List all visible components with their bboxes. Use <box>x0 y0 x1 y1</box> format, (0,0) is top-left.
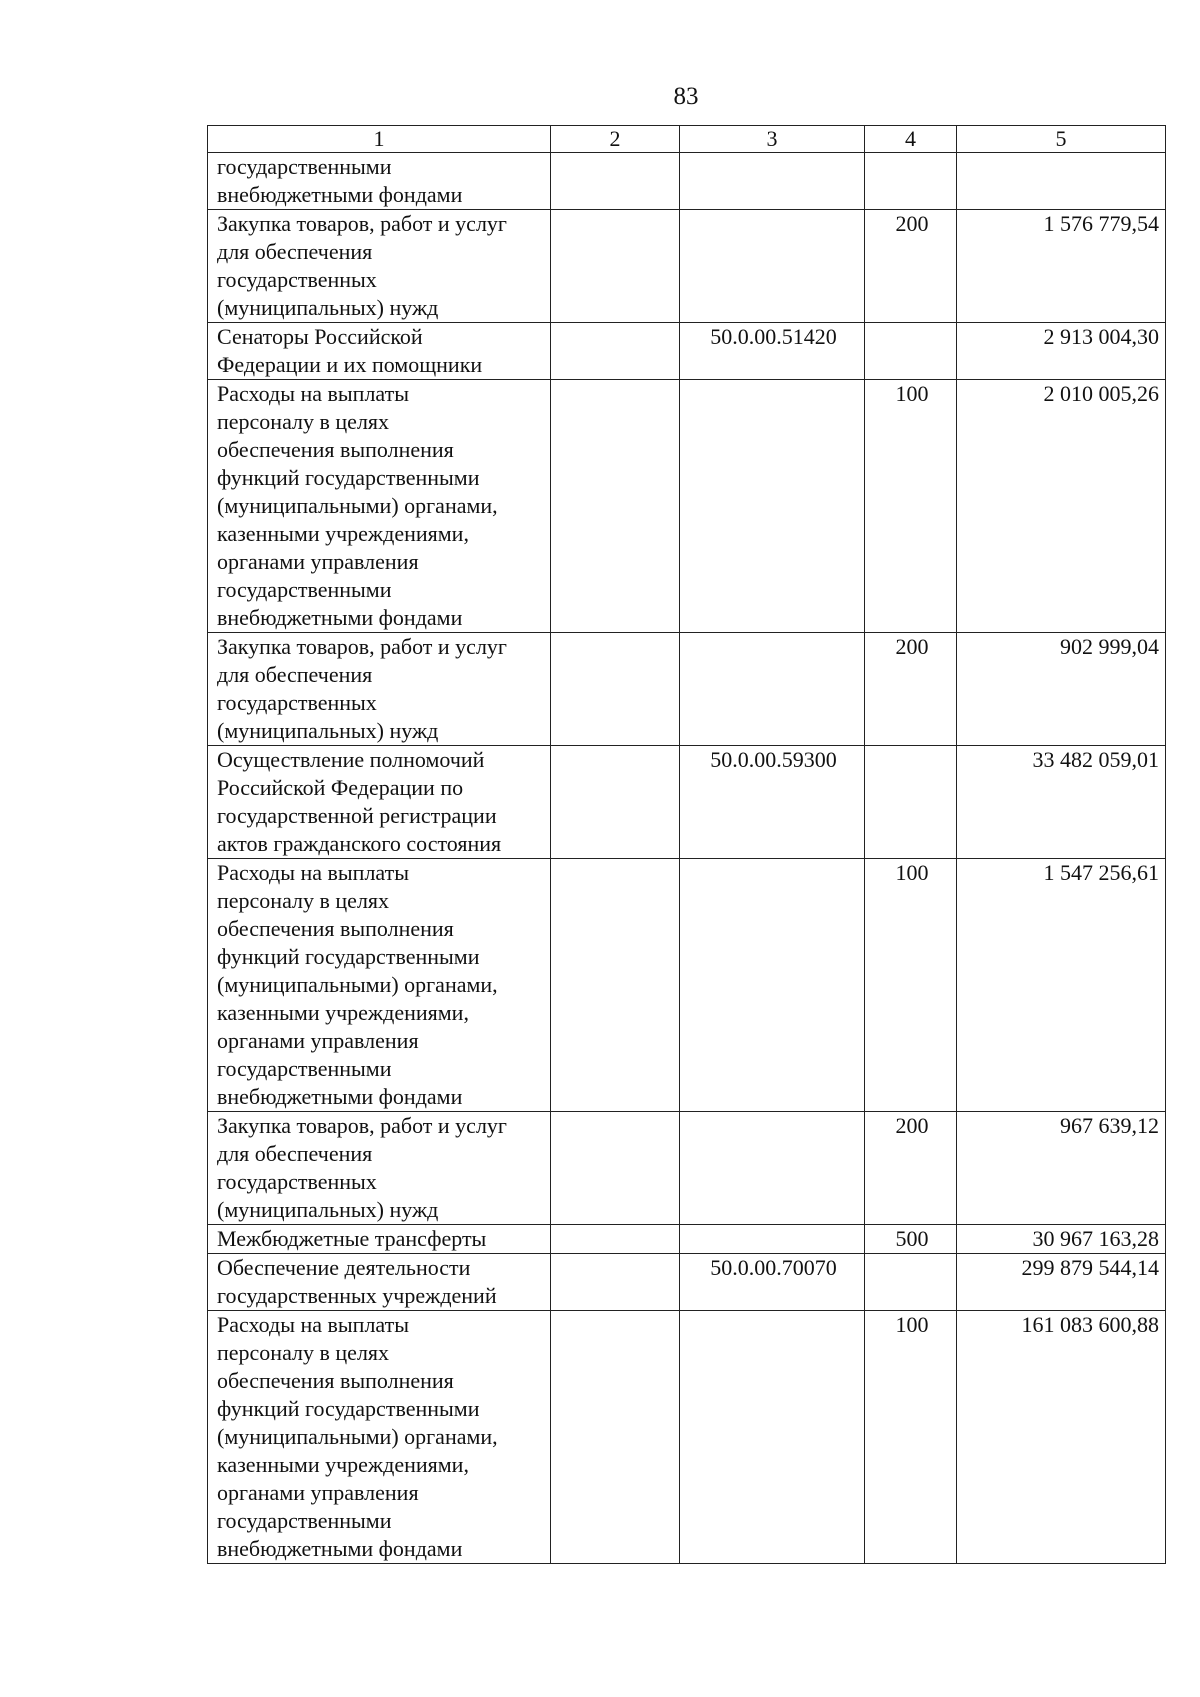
expense-name-line: обеспечения выполнения <box>217 1368 454 1393</box>
expense-name-line: органами управления <box>217 1480 419 1505</box>
expense-name-line: внебюджетными фондами <box>217 1536 463 1561</box>
table-body <box>208 153 1166 1564</box>
expense-type-cell <box>865 1254 957 1311</box>
column-header-2: 2 <box>551 126 680 153</box>
amount-cell: 33 482 059,01 <box>957 746 1166 859</box>
expense-name-line: актов гражданского состояния <box>217 831 502 856</box>
expense-name-line: Закупка товаров, работ и услуг <box>217 1113 507 1138</box>
expense-name-cell <box>208 746 551 859</box>
target-article-cell <box>680 1112 865 1225</box>
budget-table <box>207 125 1166 1564</box>
section-cell <box>551 1254 680 1311</box>
expense-name-line: Российской Федерации по <box>217 775 464 800</box>
expense-name-line: функций государственными <box>217 465 480 490</box>
section-cell <box>551 323 680 380</box>
expense-name-cell <box>208 323 551 380</box>
expense-type-cell: 200 <box>865 633 957 746</box>
amount-cell: 2 010 005,26 <box>957 380 1166 633</box>
table-row <box>208 1225 1166 1254</box>
amount-cell: 30 967 163,28 <box>957 1225 1166 1254</box>
target-article-cell <box>680 1225 865 1254</box>
table-row <box>208 153 1166 210</box>
expense-name-line: Сенаторы Российской <box>217 324 423 349</box>
expense-name-cell <box>208 210 551 323</box>
expense-name-cell <box>208 1225 551 1254</box>
expense-type-cell: 100 <box>865 1311 957 1564</box>
section-cell <box>551 1311 680 1564</box>
expense-name-cell <box>208 859 551 1112</box>
expense-name-line: обеспечения выполнения <box>217 437 454 462</box>
table-row <box>208 323 1166 380</box>
expense-name-line: (муниципальными) органами, <box>217 972 498 997</box>
expense-name-line: государственными <box>217 1508 392 1533</box>
expense-type-cell: 100 <box>865 859 957 1112</box>
amount-cell: 161 083 600,88 <box>957 1311 1166 1564</box>
amount-cell <box>957 153 1166 210</box>
expense-name-cell <box>208 1254 551 1311</box>
expense-name-line: казенными учреждениями, <box>217 1000 469 1025</box>
section-cell <box>551 633 680 746</box>
expense-name-line: обеспечения выполнения <box>217 916 454 941</box>
expense-name-cell <box>208 633 551 746</box>
expense-name-line: государственными <box>217 577 392 602</box>
expense-name-line: Закупка товаров, работ и услуг <box>217 634 507 659</box>
expense-name-line: Межбюджетные трансферты <box>217 1226 487 1251</box>
target-article-cell <box>680 859 865 1112</box>
expense-name-line: государственных <box>217 267 377 292</box>
target-article-cell: 50.0.00.59300 <box>680 746 865 859</box>
section-cell <box>551 380 680 633</box>
section-cell <box>551 859 680 1112</box>
expense-name-line: (муниципальных) нужд <box>217 718 439 743</box>
expense-name-line: казенными учреждениями, <box>217 1452 469 1477</box>
table-header-row <box>208 126 1166 153</box>
expense-name-line: Расходы на выплаты <box>217 860 410 885</box>
expense-name-line: для обеспечения <box>217 662 373 687</box>
table-row <box>208 210 1166 323</box>
table-row <box>208 746 1166 859</box>
expense-name-line: (муниципальных) нужд <box>217 295 439 320</box>
expense-type-cell: 500 <box>865 1225 957 1254</box>
expense-name-line: персоналу в целях <box>217 409 390 434</box>
expense-name-line: для обеспечения <box>217 239 373 264</box>
expense-type-cell: 200 <box>865 210 957 323</box>
expense-name-line: государственной регистрации <box>217 803 497 828</box>
expense-name-line: Закупка товаров, работ и услуг <box>217 211 507 236</box>
expense-name-line: (муниципальных) нужд <box>217 1197 439 1222</box>
expense-name-line: государственных учреждений <box>217 1283 497 1308</box>
amount-cell: 1 576 779,54 <box>957 210 1166 323</box>
expense-name-line: персоналу в целях <box>217 888 390 913</box>
expense-name-cell <box>208 380 551 633</box>
section-cell <box>551 746 680 859</box>
column-header-3: 3 <box>680 126 865 153</box>
target-article-cell: 50.0.00.51420 <box>680 323 865 380</box>
expense-type-cell <box>865 153 957 210</box>
expense-name-line: государственными <box>217 1056 392 1081</box>
expense-name-line: внебюджетными фондами <box>217 1084 463 1109</box>
expense-name-line: государственными <box>217 154 392 179</box>
target-article-cell <box>680 1311 865 1564</box>
table-row <box>208 633 1166 746</box>
table-row <box>208 1254 1166 1311</box>
expense-name-line: (муниципальными) органами, <box>217 493 498 518</box>
expense-name-cell <box>208 1112 551 1225</box>
page-number: 83 <box>673 83 699 110</box>
table-row <box>208 1311 1166 1564</box>
section-cell <box>551 153 680 210</box>
target-article-cell <box>680 380 865 633</box>
amount-cell: 967 639,12 <box>957 1112 1166 1225</box>
expense-name-line: Расходы на выплаты <box>217 381 410 406</box>
amount-cell: 2 913 004,30 <box>957 323 1166 380</box>
amount-cell: 299 879 544,14 <box>957 1254 1166 1311</box>
section-cell <box>551 210 680 323</box>
expense-type-cell <box>865 746 957 859</box>
expense-type-cell: 100 <box>865 380 957 633</box>
target-article-cell <box>680 153 865 210</box>
table-row <box>208 859 1166 1112</box>
amount-cell: 1 547 256,61 <box>957 859 1166 1112</box>
section-cell <box>551 1225 680 1254</box>
column-header-4: 4 <box>865 126 957 153</box>
expense-name-line: государственных <box>217 1169 377 1194</box>
expense-name-line: Осуществление полномочий <box>217 747 485 772</box>
expense-name-line: государственных <box>217 690 377 715</box>
expense-name-line: внебюджетными фондами <box>217 605 463 630</box>
table-row <box>208 1112 1166 1225</box>
expense-name-line: функций государственными <box>217 944 480 969</box>
expense-type-cell: 200 <box>865 1112 957 1225</box>
target-article-cell <box>680 633 865 746</box>
expense-name-line: Федерации и их помощники <box>217 352 483 377</box>
expense-name-cell <box>208 153 551 210</box>
expense-name-line: казенными учреждениями, <box>217 521 469 546</box>
expense-name-line: функций государственными <box>217 1396 480 1421</box>
expense-name-line: (муниципальными) органами, <box>217 1424 498 1449</box>
expense-type-cell <box>865 323 957 380</box>
expense-name-line: внебюджетными фондами <box>217 182 463 207</box>
expense-name-line: органами управления <box>217 549 419 574</box>
expense-name-line: Расходы на выплаты <box>217 1312 410 1337</box>
table-row <box>208 380 1166 633</box>
section-cell <box>551 1112 680 1225</box>
target-article-cell: 50.0.00.70070 <box>680 1254 865 1311</box>
target-article-cell <box>680 210 865 323</box>
expense-name-line: персоналу в целях <box>217 1340 390 1365</box>
expense-name-line: органами управления <box>217 1028 419 1053</box>
column-header-1: 1 <box>208 126 551 153</box>
expense-name-line: для обеспечения <box>217 1141 373 1166</box>
expense-name-cell <box>208 1311 551 1564</box>
amount-cell: 902 999,04 <box>957 633 1166 746</box>
expense-name-line: Обеспечение деятельности <box>217 1255 471 1280</box>
column-header-5: 5 <box>957 126 1166 153</box>
